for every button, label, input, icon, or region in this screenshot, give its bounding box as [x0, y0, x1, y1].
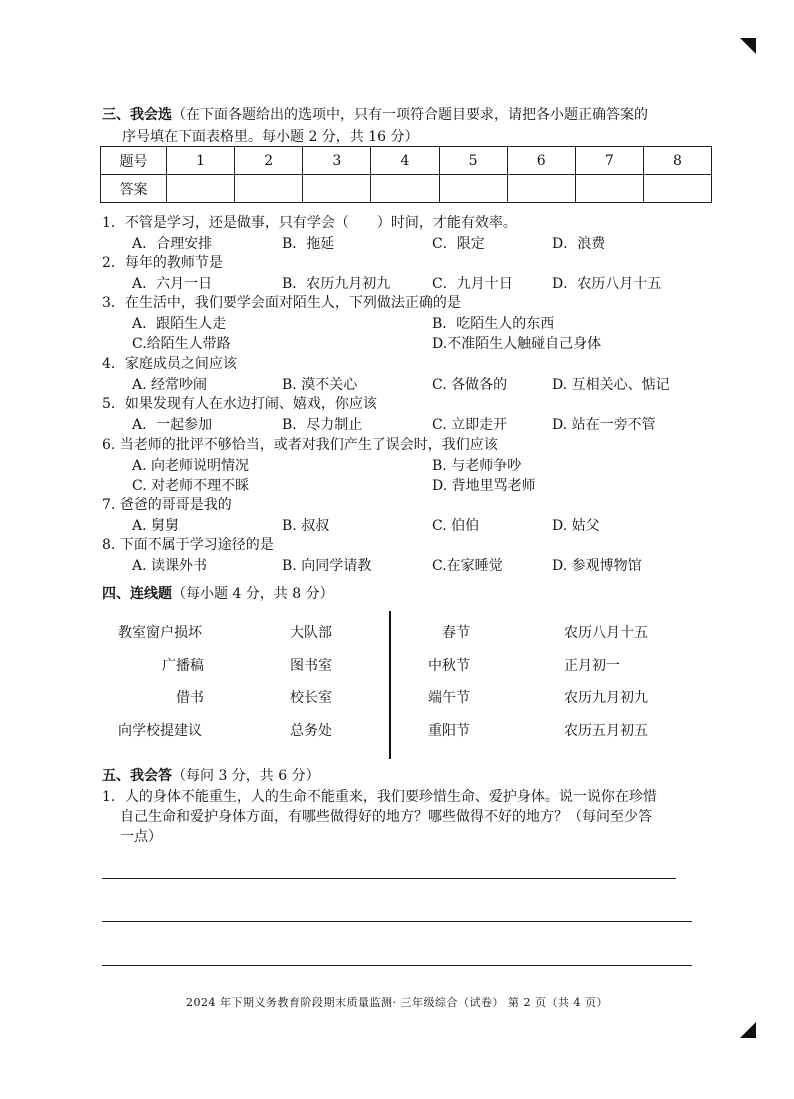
question-5-option-b: B．尽力制止	[282, 417, 363, 433]
section3-instruction-line2: 序号填在下面表格里。每小题 2 分，共 16 分）	[122, 129, 419, 145]
table-label-number: 题号	[101, 147, 167, 175]
question-3-option-a: A．跟陌生人走	[132, 316, 227, 332]
answer-table-header-row	[101, 147, 712, 175]
match-right-a-item: 春节	[442, 625, 470, 641]
table-number-cell: 7	[575, 147, 643, 175]
answer-line[interactable]	[102, 965, 692, 966]
question-2-option-d: D．农历八月十五	[552, 276, 662, 292]
question-7-option-a: A. 舅舅	[132, 518, 180, 534]
match-divider-line	[389, 611, 391, 759]
section4-heading	[102, 583, 334, 603]
section3-title: 三、我会选	[102, 107, 172, 123]
question-4-stem: 4．家庭成员之间应该	[102, 356, 237, 372]
question-4-option-c: C. 各做各的	[432, 377, 508, 393]
match-left-a-item: 借书	[176, 690, 204, 706]
table-number-cell: 2	[235, 147, 303, 175]
answer-cell[interactable]	[507, 175, 575, 203]
match-left-b-item: 大队部	[290, 625, 332, 641]
section5-instruction: （每问 3 分，共 6 分）	[172, 768, 320, 784]
section5-heading	[102, 765, 320, 785]
question-5-stem: 5．如果发现有人在水边打闹、嬉戏，你应该	[102, 396, 377, 412]
question-3-option-b: B．吃陌生人的东西	[432, 316, 555, 332]
match-right-b-item: 正月初一	[564, 658, 620, 674]
answer-table-answer-row	[101, 175, 712, 203]
table-number-cell: 1	[167, 147, 235, 175]
match-left-b-item: 总务处	[290, 723, 332, 739]
table-label-answer: 答案	[101, 175, 167, 203]
question-6-option-a: A. 向老师说明情况	[132, 458, 250, 474]
question-8-option-d: D. 参观博物馆	[552, 558, 642, 574]
question-1-option-b: B．拖延	[282, 236, 335, 252]
question-2-option-a: A．六月一日	[132, 276, 213, 292]
section5-question-line3: 一点）	[120, 829, 162, 845]
table-number-cell: 3	[303, 147, 371, 175]
question-4-option-d: D. 互相关心、惦记	[552, 377, 670, 393]
question-3-stem: 3．在生活中，我们要学会面对陌生人，下列做法正确的是	[102, 295, 461, 311]
match-right-b-item: 农历八月十五	[564, 625, 648, 641]
question-5-option-d: D. 站在一旁不管	[552, 417, 656, 433]
question-3-option-d: D.不准陌生人触碰自己身体	[432, 336, 602, 352]
section4-instruction: （每小题 4 分，共 8 分）	[172, 586, 334, 602]
question-1-option-a: A．合理安排	[132, 236, 213, 252]
answer-cell[interactable]	[371, 175, 439, 203]
answer-cell[interactable]	[167, 175, 235, 203]
match-right-a-item: 中秋节	[428, 658, 470, 674]
section3-instruction-line1: （在下面各题给出的选项中，只有一项符合题目要求，请把各小题正确答案的	[172, 107, 648, 123]
question-4-option-b: B. 漠不关心	[282, 377, 358, 393]
answer-cell[interactable]	[439, 175, 507, 203]
question-1-option-c: C．限定	[432, 236, 485, 252]
match-right-a-item: 重阳节	[428, 723, 470, 739]
table-number-cell: 5	[439, 147, 507, 175]
table-number-cell: 4	[371, 147, 439, 175]
question-5-option-c: C. 立即走开	[432, 417, 508, 433]
answer-cell[interactable]	[575, 175, 643, 203]
question-3-option-c: C.给陌生人带路	[132, 336, 231, 352]
question-2-stem: 2．每年的教师节是	[102, 255, 223, 271]
question-8-option-a: A. 读课外书	[132, 558, 208, 574]
section5-question-line2: 自己生命和爱护身体方面，有哪些做得好的地方？哪些做得不好的地方？（每问至少答	[120, 809, 652, 825]
section4-title: 四、连线题	[102, 586, 172, 602]
answer-line[interactable]	[102, 921, 692, 922]
match-left-b-item: 校长室	[290, 690, 332, 706]
question-7-option-d: D. 姑父	[552, 518, 600, 534]
question-7-option-c: C. 伯伯	[432, 518, 480, 534]
table-number-cell: 8	[643, 147, 711, 175]
question-1-option-d: D．浪费	[552, 236, 606, 252]
match-left-a-item: 广播稿	[162, 658, 204, 674]
answer-cell[interactable]	[235, 175, 303, 203]
section5-question-line1: 1．人的身体不能重生，人的生命不能重来，我们要珍惜生命、爱护身体。说一说你在珍惜	[102, 789, 657, 805]
answer-table	[100, 146, 712, 203]
question-1-stem: 1．不管是学习，还是做事，只有学会（ ）时间，才能有效率。	[102, 215, 517, 231]
question-6-stem: 6. 当老师的批评不够恰当，或者对我们产生了误会时，我们应该	[102, 437, 498, 453]
question-6-option-d: D. 背地里骂老师	[432, 478, 536, 494]
question-2-option-b: B．农历九月初九	[282, 276, 391, 292]
question-8-stem: 8. 下面不属于学习途径的是	[102, 537, 274, 553]
table-number-cell: 6	[507, 147, 575, 175]
question-5-option-a: A．一起参加	[132, 417, 213, 433]
section3-heading	[102, 104, 648, 124]
answer-cell[interactable]	[643, 175, 711, 203]
question-6-option-c: C. 对老师不理不睬	[132, 478, 250, 494]
question-7-option-b: B. 叔叔	[282, 518, 330, 534]
corner-mark-bottom-right	[740, 1022, 756, 1038]
question-2-option-c: C．九月十日	[432, 276, 513, 292]
question-7-stem: 7. 爸爸的哥哥是我的	[102, 497, 232, 513]
question-4-option-a: A. 经常吵闹	[132, 377, 208, 393]
match-right-a-item: 端午节	[428, 690, 470, 706]
question-8-option-b: B. 向同学请教	[282, 558, 372, 574]
match-right-b-item: 农历九月初九	[564, 690, 648, 706]
match-left-a-item: 教室窗户损坏	[118, 625, 202, 641]
answer-cell[interactable]	[303, 175, 371, 203]
answer-line[interactable]	[102, 878, 676, 879]
corner-mark-top-right	[740, 38, 756, 54]
section5-title: 五、我会答	[102, 768, 172, 784]
match-right-b-item: 农历五月初五	[564, 723, 648, 739]
match-left-b-item: 图书室	[290, 658, 332, 674]
page-footer: 2024 年下期义务教育阶段期末质量监测· 三年级综合（试卷） 第 2 页（共 4 页）	[186, 996, 608, 1009]
question-6-option-b: B. 与老师争吵	[432, 458, 522, 474]
question-8-option-c: C.在家睡觉	[432, 558, 503, 574]
match-left-a-item: 向学校提建议	[118, 723, 202, 739]
